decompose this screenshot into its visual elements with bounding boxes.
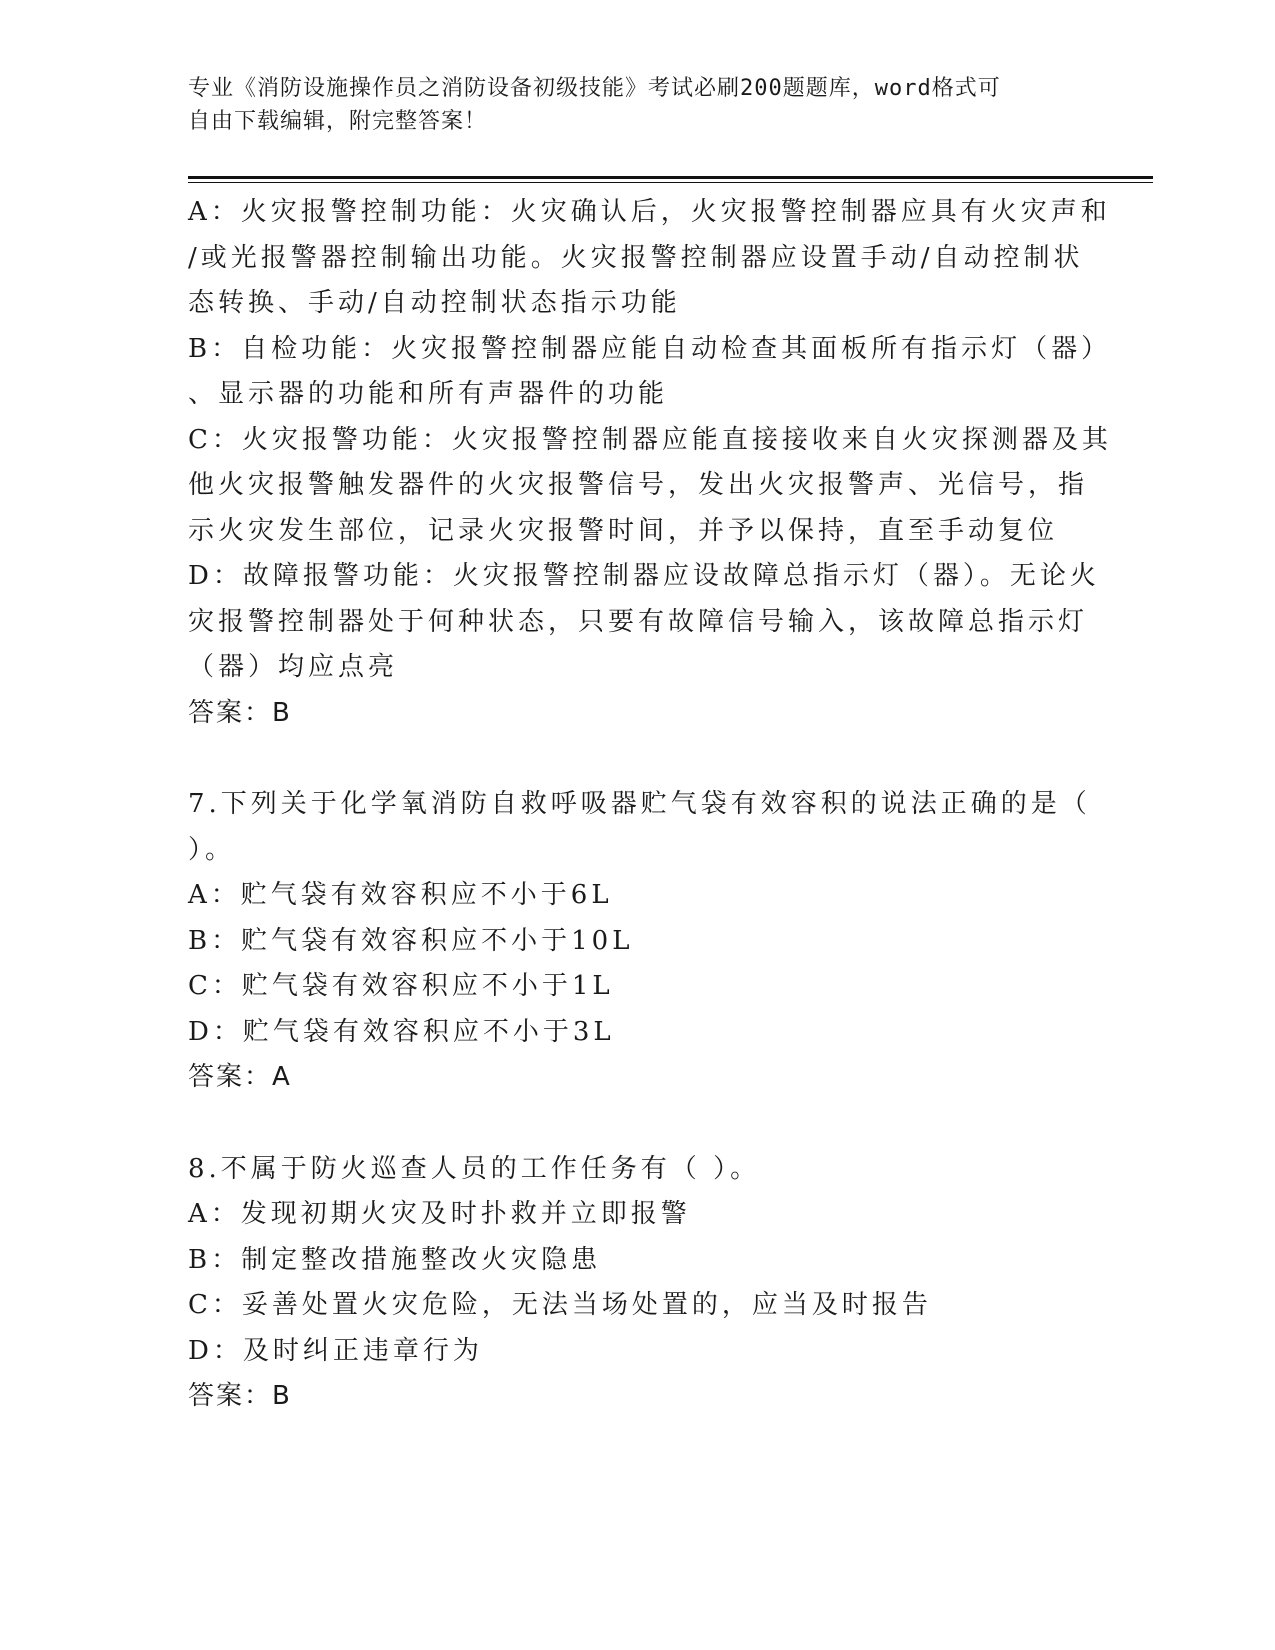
spacer <box>188 1101 1078 1147</box>
question-8-option-c: C：妥善处置火灾危险，无法当场处置的，应当及时报告 <box>188 1290 932 1320</box>
question-7-option-c: C：贮气袋有效容积应不小于1L <box>188 971 614 1001</box>
option-line: 示火灾发生部位，记录火灾报警时间，并予以保持，直至手动复位 <box>188 515 1059 546</box>
question-7-option-a: A：贮气袋有效容积应不小于6L <box>188 880 613 910</box>
question-6-option-a <box>188 190 1111 327</box>
spacer <box>188 736 1078 782</box>
question-8-option-a: A：发现初期火灾及时扑救并立即报警 <box>188 1199 691 1229</box>
option-line: （器）均应点亮 <box>188 652 399 682</box>
question-6-option-d <box>188 554 1100 691</box>
document-header <box>188 72 1088 138</box>
option-line: 他火灾报警触发器件的火灾报警信号，发出火灾报警声、光信号，指 <box>188 470 1089 500</box>
question-7-option-b: B：贮气袋有效容积应不小于10L <box>188 925 634 956</box>
option-line: /或光报警器控制输出功能。火灾报警控制器应设置手动/自动控制状 <box>188 242 1084 273</box>
question-7-answer: 答案：A <box>188 1062 292 1092</box>
question-6-answer: 答案：B <box>188 697 292 728</box>
question-8-answer: 答案：B <box>188 1381 292 1411</box>
option-line: C：火灾报警功能：火灾报警控制器应能直接接收来自火灾探测器及其 <box>188 424 1112 455</box>
question-6-options <box>188 190 1112 736</box>
option-line: 、显示器的功能和所有声器件的功能 <box>188 379 669 409</box>
header-title-line-1: 专业《消防设施操作员之消防设备初级技能》考试必刷200题题库，word格式可 <box>188 76 1001 101</box>
question-8-option-b: B：制定整改措施整改火灾隐患 <box>188 1244 602 1275</box>
option-line: A：火灾报警控制功能：火灾确认后，火灾报警控制器应具有火灾声和 <box>188 197 1111 227</box>
option-line: 灾报警控制器处于何种状态，只要有故障信号输入，该故障总指示灯 <box>188 606 1089 637</box>
question-7-stem: 7.下列关于化学氧消防自救呼吸器贮气袋有效容积的说法正确的是（ <box>188 789 1091 819</box>
header-divider-thick <box>188 176 1153 179</box>
question-8-option-d: D：及时纠正违章行为 <box>188 1335 483 1366</box>
header-title-line-2: 自由下载编辑，附完整答案！ <box>188 109 488 134</box>
header-divider-thin <box>188 182 1153 183</box>
option-line: D：故障报警功能：火灾报警控制器应设故障总指示灯（器）。无论火 <box>188 561 1100 591</box>
question-7-option-d: D：贮气袋有效容积应不小于3L <box>188 1016 615 1047</box>
question-7 <box>188 782 1091 1101</box>
document-body <box>188 190 1112 1420</box>
question-6-option-b <box>188 327 1112 418</box>
question-8 <box>188 1147 1078 1420</box>
question-8-stem: 8.不属于防火巡查人员的工作任务有（ ）。 <box>188 1153 761 1184</box>
option-line: B：自检功能：火灾报警控制器应能自动检查其面板所有指示灯（器） <box>188 333 1112 364</box>
question-6-option-c <box>188 418 1112 555</box>
question-7-stem-continued: ）。 <box>188 834 236 865</box>
option-line: 态转换、手动/自动控制状态指示功能 <box>188 288 681 318</box>
